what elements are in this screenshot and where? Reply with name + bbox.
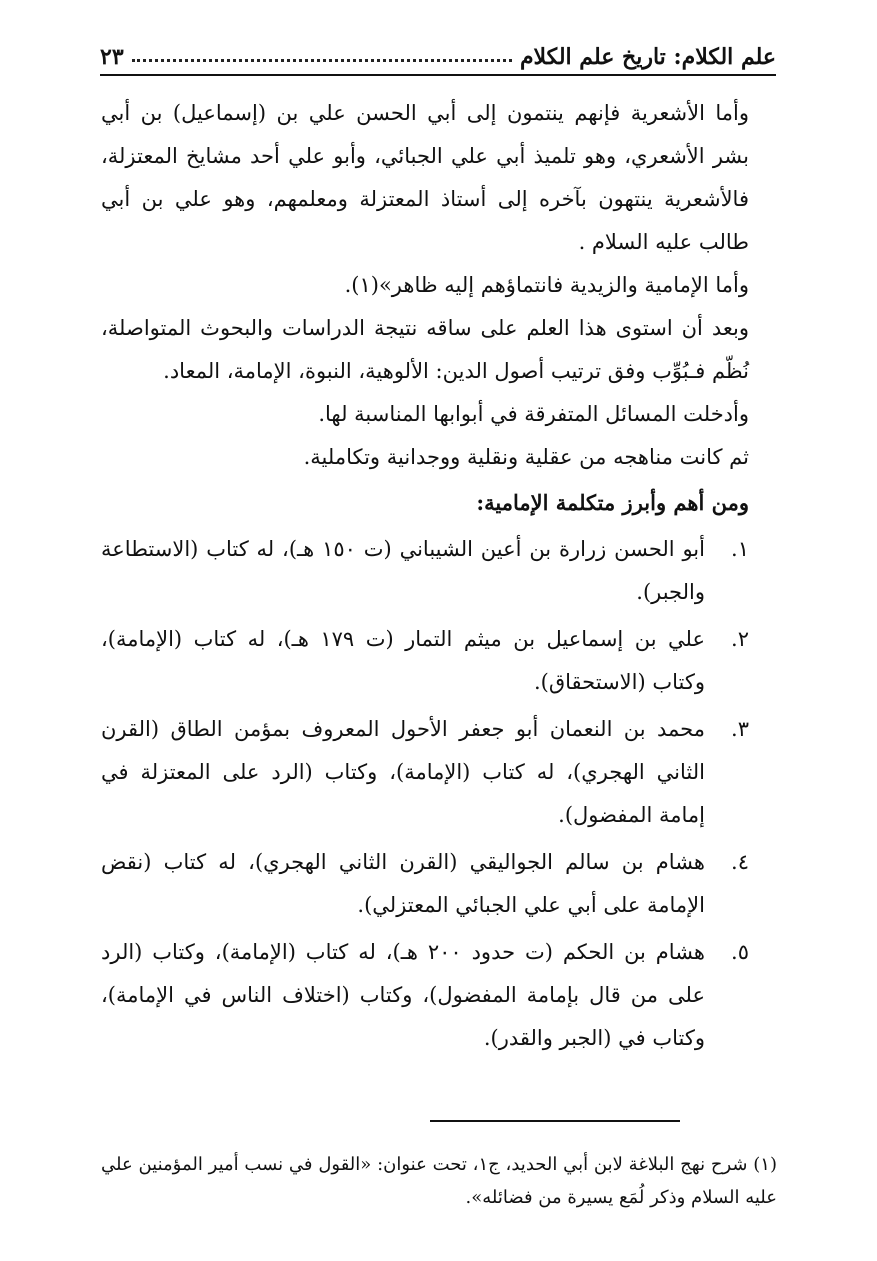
paragraph-methods: ثم كانت مناهجه من عقلية ونقلية ووجدانية وتكاملية. [303,445,749,469]
paragraph-imamiyya: وأما الإمامية والزيدية فانتماؤهم إليه ظاهر»(١). [344,273,749,297]
footnote-separator [430,1120,680,1122]
header-title: علم الكلام: تاريخ علم الكلام [519,44,776,70]
list-item [101,708,777,837]
list-text: محمد بن النعمان أبو جعفر الأحول المعروف بمؤمن الطاق (القرن الثاني الهجري)، له كتاب (الإمامة)، وكتاب (الرد على المعتزلة في إمامة المفضول). [101,717,705,827]
list-text: أبو الحسن زرارة بن أعين الشيباني (ت ١٥٠ هـ)، له كتاب (الاستطاعة والجبر). [101,537,705,604]
list-item [101,618,777,704]
list-number: ٤. [731,850,749,874]
list-text: علي بن إسماعيل بن ميثم التمار (ت ١٧٩ هـ)، له كتاب (الإمامة)، وكتاب (الاستحقاق). [101,627,706,694]
list-number: ١. [731,537,749,561]
header-leader-dots [132,59,512,62]
list-item [101,841,777,927]
section-heading: ومن أهم وأبرز متكلمة الإمامية: [476,490,749,515]
list-item [101,931,777,1060]
list-number: ٣. [731,717,749,741]
paragraph-ashariyya: وأما الأشعرية فإنهم ينتمون إلى أبي الحسن علي بن (إسماعيل) بن أبي بشر الأشعري، وهو تلميذ أبي علي الجبائي، وأبو علي أحد مشايخ المعتزلة، فالأشعرية ينتهون بآخره إلى أستاذ المعتزلة ومعلمهم، وهو علي بن أبي طالب عليه السلام . [101,101,749,254]
footnote: (١) شرح نهج البلاغة لابن أبي الحديد، ج١، تحت عنوان: «القول في نسب أمير المؤمنين علي عليه السلام وذكر لُمَع يسيرة من فضائله». [101,1154,777,1208]
running-header [100,22,776,76]
list-item [101,528,777,614]
list-text: هشام بن سالم الجواليقي (القرن الثاني الهجري)، له كتاب (نقض الإمامة على أبي علي الجبائي المعتزلي). [101,850,705,917]
paragraph-issues: وأدخلت المسائل المتفرقة في أبوابها المناسبة لها. [318,402,749,426]
main-text [101,92,777,1064]
list-text: هشام بن الحكم (ت حدود ٢٠٠ هـ)، له كتاب (الإمامة)، وكتاب (الرد على من قال بإمامة المفضول)، وكتاب (اختلاف الناس في الإمامة)، وكتاب في (الجبر والقدر). [101,940,705,1050]
list-number: ٥. [731,940,749,964]
list-number: ٢. [731,627,749,651]
page-number: ٢٣ [100,44,124,70]
theologians-list [101,528,777,1060]
paragraph-development: وبعد أن استوى هذا العلم على ساقه نتيجة الدراسات والبحوث المتواصلة، نُظّم فـبُوِّب وفق ترتيب أصول الدين: الألوهية، النبوة، الإمامة، المعاد. [101,316,749,383]
